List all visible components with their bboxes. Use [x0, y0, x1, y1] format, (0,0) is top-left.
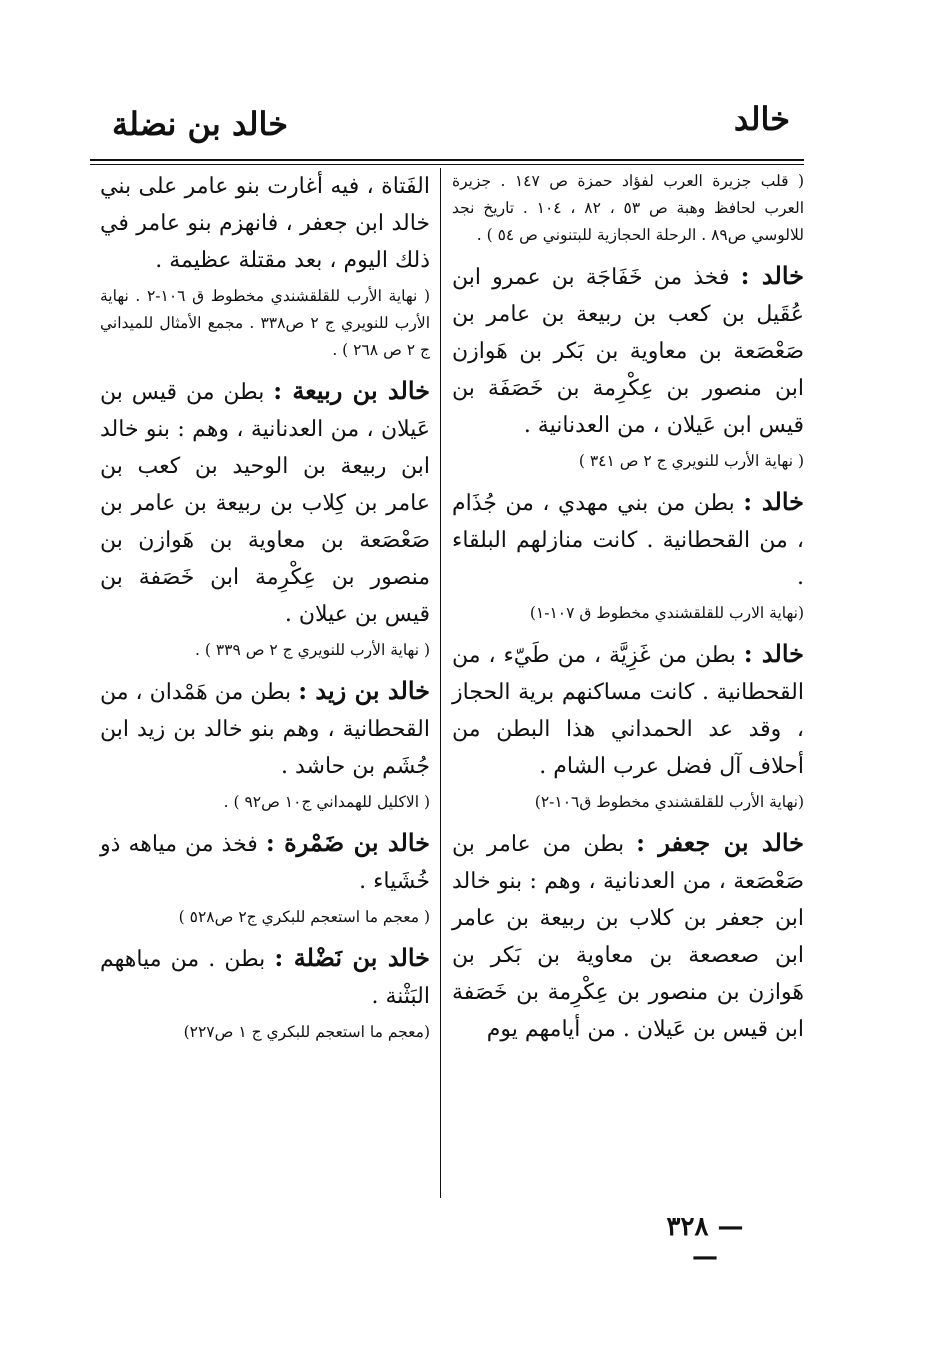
entry-continuation: [100, 168, 430, 279]
source-citation: (نهاية الارب للقلقشندي مخطوط ق ١٠٧-١): [529, 604, 804, 622]
entry-body: بطن . من مياههم البَثْنة .: [100, 947, 430, 1009]
entry-khalid-bin-damra: [100, 824, 430, 900]
running-header-left: خالد بن نضلة: [112, 105, 289, 143]
entry-heading: خالد بن جعفر :: [636, 828, 804, 857]
entry-khalid-2: [452, 483, 804, 596]
source-citation: ( نهاية الأرب للقلقشندي مخطوط ق ١٠٦-٢ . نهاية الأرب للنويري ج ٢ ص٣٣٨ . مجمع الأمثال للميداني ج ٢ ص ٢٦٨ ) .: [100, 287, 430, 359]
column-divider: [440, 168, 441, 1198]
entry-heading: خالد :: [743, 487, 804, 516]
running-header-right: خالد: [733, 100, 790, 138]
entry-heading: خالد :: [740, 261, 804, 290]
page-number: — ٣٢٨ —: [666, 1212, 744, 1272]
entry-khalid-bin-rabia: [100, 372, 430, 633]
entry-body: الفَتاة ، فيه أغارت بنو عامر على بني خالد ابن جعفر ، فانهزم بنو عامر في ذلك اليوم ، بعد مقتلة عظيمة .: [100, 174, 430, 273]
source-citation: (معجم ما استعجم للبكري ج ١ ص٢٢٧): [183, 1023, 430, 1041]
entry-khalid-3: [452, 635, 804, 785]
source-citation: ( نهاية الأرب للنويري ج ٢ ص ٣٣٩ ) .: [195, 641, 430, 659]
source-citation: ( قلب جزيرة العرب لفؤاد حمزة ص ١٤٧ . جزيرة العرب لحافظ وهبة ص ٥٣ ، ٨٢ ، ١٠٤ . تاريخ نجد للالوسي ص٨٩ . الرحلة الحجازية للبتنوني ص ٥٤ ) .: [452, 172, 805, 244]
entry-body: بطن من عامر بن صَعْصَعة ، من العدنانية ، وهم : بنو خالد ابن جعفر بن كلاب بن ربيعة بن عامر ابن صعصعة بن معاوية بن بَكر بن هَوازن بن منصور بن عِكْرِمة بن خَصَفة ابن قيس بن عَيلان . من أيامهم يوم: [452, 832, 804, 1042]
header-rule-thin: [90, 164, 804, 165]
entry-khalid-1: [452, 257, 804, 444]
left-column: [100, 168, 430, 1054]
entry-heading: خالد بن زيد :: [298, 676, 430, 705]
source-citation: ( نهاية الأرب للنويري ج ٢ ص ٣٤١ ): [578, 452, 804, 470]
source-citation: (نهاية الأرب للقلقشندي مخطوط ق١٠٦-٢): [534, 793, 804, 811]
entry-body: فخذ من خَفَاجَة بن عمرو ابن عُقَيل بن كعب بن ربيعة بن عامر بن صَعْصَعة بن معاوية بن بَكر بن هَوازن ابن منصور بن عِكْرِمة بن خَصَفَة بن قيس ابن عَيلان ، من العدنانية .: [452, 265, 804, 438]
source-citation: ( الاكليل للهمداني ج١٠ ص٩٢ ) .: [223, 793, 430, 811]
entry-khalid-bin-jafar: [452, 824, 804, 1048]
entry-heading: خالد :: [743, 639, 804, 668]
entry-khalid-bin-nadla: [100, 939, 430, 1015]
entry-body: فخذ من مياهه ذو خُشَياء .: [100, 832, 430, 894]
right-column: [452, 168, 804, 1052]
entry-heading: خالد بن ربيعة :: [273, 376, 430, 405]
entry-body: بطن من بني مهدي ، من جُذَام ، من القحطانية . كانت منازلهم البلقاء .: [452, 491, 804, 590]
header-rule: [90, 159, 804, 161]
entry-body: بطن من قيس بن عَيلان ، من العدنانية ، وهم : بنو خالد ابن ربيعة بن الوحيد بن كعب بن عامر بن كِلاب بن ربيعة بن عامر بن صَعْصَعة بن معاوية بن هَوازن بن منصور بن عِكْرِمة ابن خَصَفة بن قيس بن عيلان .: [100, 380, 430, 627]
entry-khalid-bin-zayd: [100, 672, 430, 785]
entry-heading: خالد بن ضَمْرة :: [265, 828, 430, 857]
entry-body: بطن من غَزِيَّة ، من طَيّء ، من القحطانية . كانت مساكنهم برية الحجاز ، وقد عد الحمداني هذا البطن من أحلاف آل فضل عرب الشام .: [452, 643, 804, 779]
entry-heading: خالد بن نَضْلة :: [274, 943, 430, 972]
source-citation: ( معجم ما استعجم للبكري ج٢ ص٥٢٨ ): [178, 908, 430, 926]
entry-body: بطن من هَمْدان ، من القحطانية ، وهم بنو خالد بن زيد ابن جُشَم بن حاشد .: [99, 680, 430, 779]
